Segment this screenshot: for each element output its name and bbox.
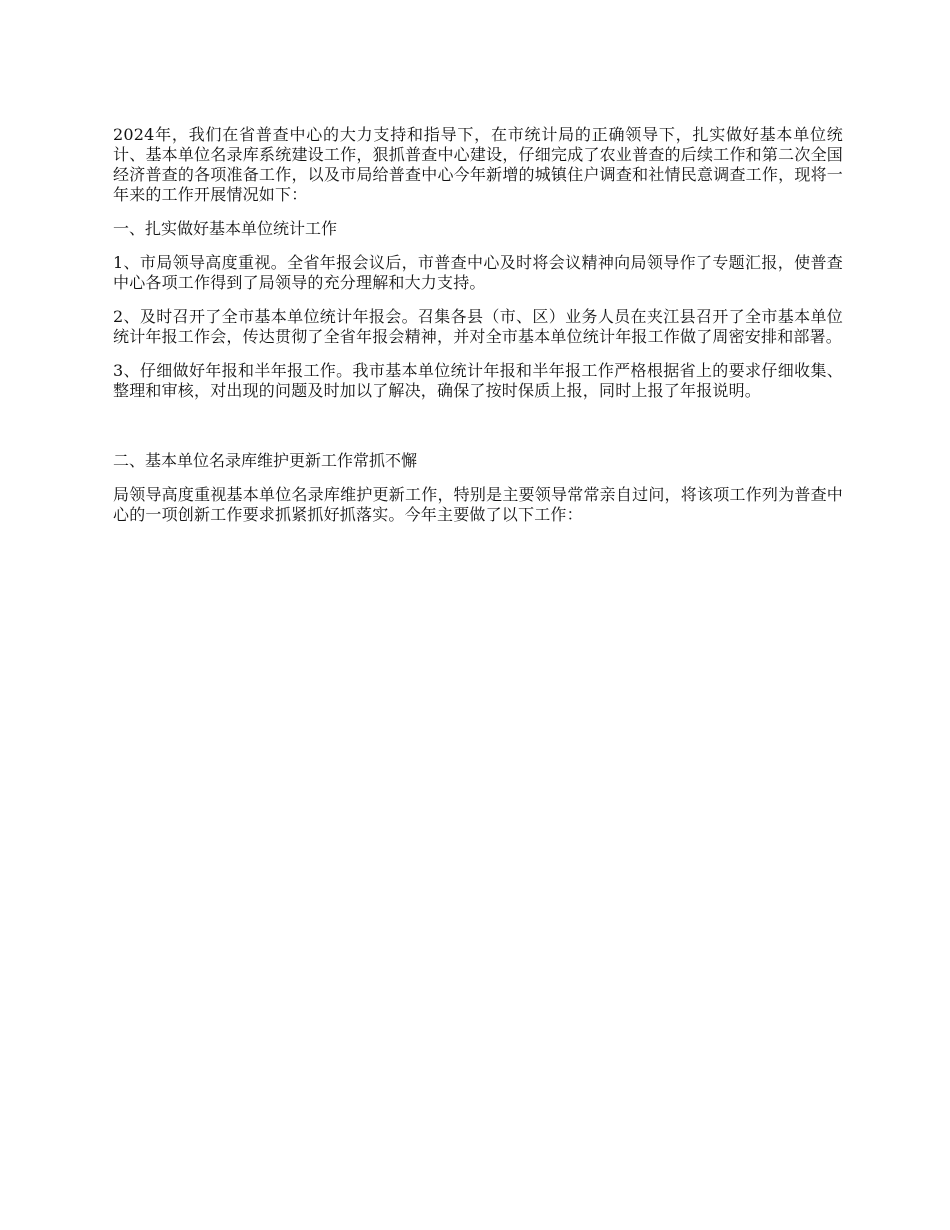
section-1-heading: 一、扎实做好基本单位统计工作: [113, 219, 338, 238]
section-2-body: 局领导高度重视基本单位名录库维护更新工作，特别是主要领导常常亲自过问，将该项工作列为普查中心的一项创新工作要求抓紧抓好抓落实。今年主要做了以下工作：: [113, 485, 843, 524]
document-page: [113, 125, 843, 539]
intro-paragraph: 2024年，我们在省普查中心的大力支持和指导下，在市统计局的正确领导下，扎实做好基本单位统计、基本单位名录库系统建设工作，狠抓普查中心建设，仔细完成了农业普查的后续工作和第二次全国经济普查的各项准备工作，以及市局给普查中心今年新增的城镇住户调查和社情民意调查工作，现将一年来的工作开展情况如下：: [113, 125, 843, 204]
section-2-heading: 二、基本单位名录库维护更新工作常抓不懈: [113, 451, 418, 470]
section-1-item-3: 3、仔细做好年报和半年报工作。我市基本单位统计年报和半年报工作严格根据省上的要求仔细收集、整理和审核，对出现的问题及时加以了解决，确保了按时保质上报，同时上报了年报说明。: [113, 361, 843, 400]
section-spacer: [113, 415, 843, 451]
section-1-item-1: 1、市局领导高度重视。全省年报会议后，市普查中心及时将会议精神向局领导作了专题汇报，使普查中心各项工作得到了局领导的充分理解和大力支持。: [113, 253, 843, 292]
section-1-item-2: 2、及时召开了全市基本单位统计年报会。召集各县（市、区）业务人员在夹江县召开了全市基本单位统计年报工作会，传达贯彻了全省年报会精神，并对全市基本单位统计年报工作做了周密安排和部署。: [113, 307, 843, 346]
